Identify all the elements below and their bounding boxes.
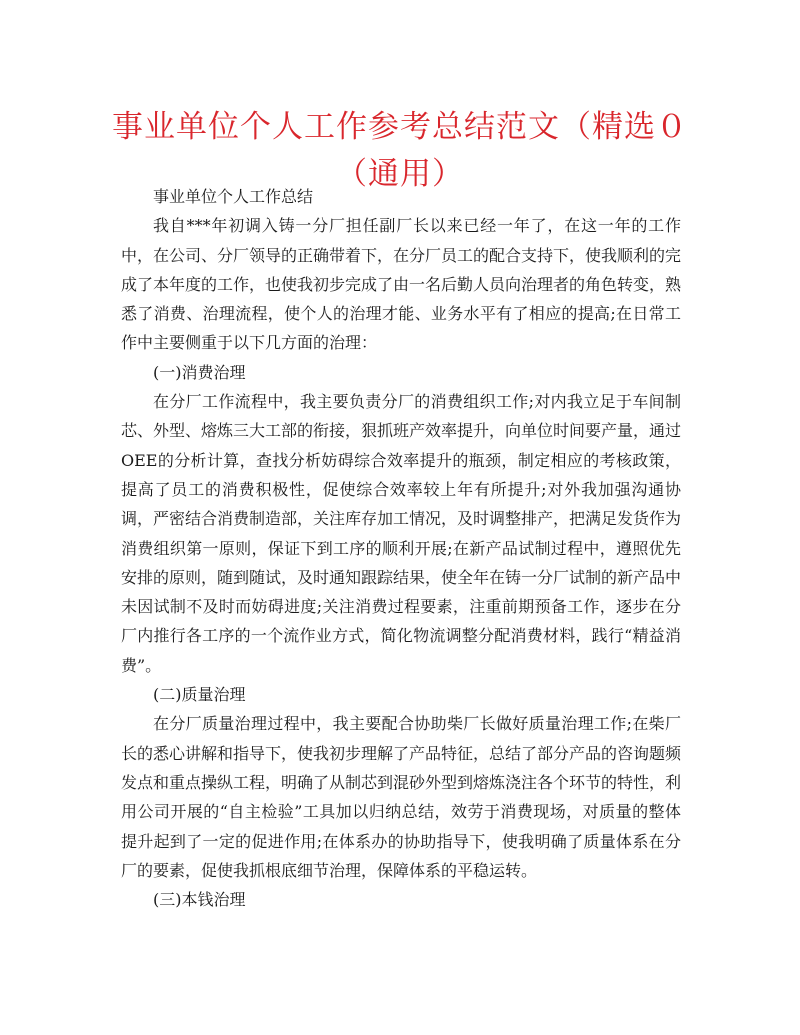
section-heading: (一)消费治理 [153, 362, 246, 382]
body-paragraph: 在分厂工作流程中，我主要负责分厂的消费组织工作;对内我立足于车间制芯、外型、熔炼三大工部的衔接，狠抓班产效率提升，向单位时间要产量，通过OEE的分析计算，查找分析妨碍综合效率提升的瓶颈，制定相应的考核政策，提高了员工的消费积极性，促使综合效率较上年有所提升;对外我加强沟通协调，严密结合消费制造部，关注库存加工情况，及时调整排产，把满足发货作为消费组织第一原则，保证下到工序的顺利开展;在新产品试制过程中，遵照优先安排的原则，随到随试，及时通知跟踪结果，使全年在铸一分厂试制的新产品中未因试制不及时而妨碍进度;关注消费过程要素，注重前期预备工作，逐步在分厂内推行各工序的一个流作业方式，简化物流调整分配消费材料，践行“精益消费”。 [121, 392, 682, 675]
document-title: 事业单位个人工作参考总结范文（精选０（通用） [112, 109, 688, 192]
section-heading: (三)本钱治理 [153, 890, 246, 910]
body-paragraph: 在分厂质量治理过程中，我主要配合协助柴厂长做好质量治理工作;在柴厂长的悉心讲解和指导下，使我初步理解了产品特征，总结了部分产品的咨询题频发点和重点操纵工程，明确了从制芯到混砂外型到熔炼浇注各个环节的特性，利用公司开展的“自主检验”工具加以归纳总结，效劳于消费现场，对质量的整体提升起到了一定的促进作用;在体系办的协助指导下，使我明确了质量体系在分厂的要素，促使我抓根底细节治理，保障体系的平稳运转。 [121, 714, 682, 880]
intro-paragraph: 我自***年初调入铸一分厂担任副厂长以来已经一年了，在这一年的工作中，在公司、分厂领导的正确带着下，在分厂员工的配合支持下，使我顺利的完成了本年度的工作，也使我初步完成了由一名后勤人员向治理者的角色转变，熟悉了消费、治理流程，使个人的治理才能、业务水平有了相应的提高;在日常工作中主要侧重于以下几方面的治理： [121, 216, 682, 353]
document-body [121, 182, 681, 914]
section-heading: (二)质量治理 [153, 685, 246, 705]
section-heading: 事业单位个人工作总结 [153, 187, 314, 206]
